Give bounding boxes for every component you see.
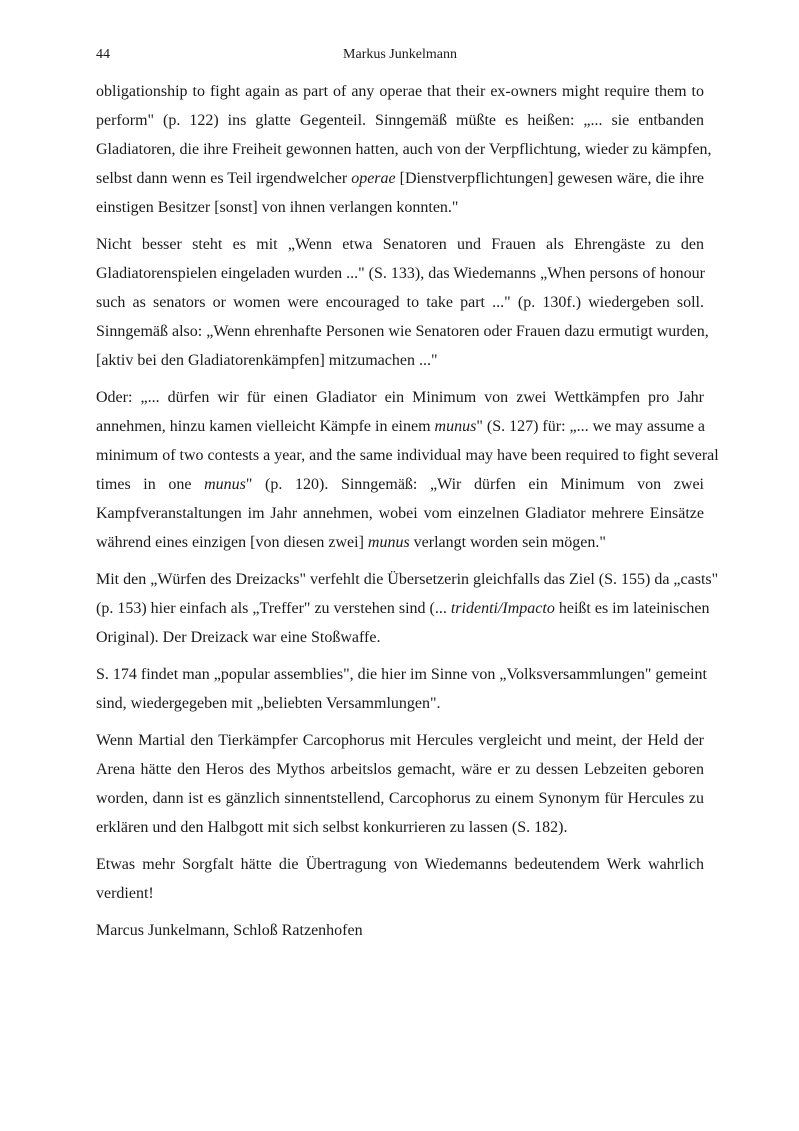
text-line (96, 288, 704, 317)
text-line (96, 916, 704, 945)
text-segment: Etwas mehr Sorgfalt hätte die Übertragung von Wiedemanns bedeutendem Werk wahrlich (96, 856, 704, 873)
paragraph (96, 660, 707, 718)
text-line (96, 499, 704, 528)
document-body (96, 77, 719, 953)
text-line (96, 689, 704, 718)
text-line (96, 594, 710, 623)
running-title: Markus Junkelmann (343, 47, 457, 62)
text-segment: selbst dann wenn es Teil irgendwelcher (96, 170, 352, 187)
text-line (96, 623, 704, 652)
text-segment: Sinngemäß also: „Wenn ehrenhafte Personen wie Senatoren oder Frauen dazu ermutigt wurden, (96, 323, 709, 340)
text-segment: Gladiatoren, die ihre Freiheit gewonnen hatten, auch von der Verpflichtung, wieder zu kämpfen, (96, 141, 712, 158)
paragraph (96, 77, 712, 222)
text-line (96, 784, 704, 813)
text-segment: sind, wiedergegeben mit „beliebten Versammlungen". (96, 695, 441, 712)
text-segment: such as senators or women were encouraged to take part ..." (p. 130f.) wiedergeben soll. (96, 294, 704, 311)
paragraph (96, 383, 719, 557)
text-line (96, 346, 704, 375)
text-segment: heißt es im lateinischen (554, 600, 710, 617)
page-number: 44 (96, 47, 110, 62)
text-line (96, 441, 719, 470)
text-segment: Kampfveranstaltungen im Jahr annehmen, wobei vom einzelnen Gladiator mehrere Einsätze (96, 505, 704, 522)
text-segment: annehmen, hinzu kamen vielleicht Kämpfe in einem (96, 418, 435, 435)
text-line (96, 193, 704, 222)
text-line (96, 565, 719, 594)
text-segment: S. 174 findet man „popular assemblies", die hier im Sinne von „Volksversammlungen" gemeint (96, 666, 707, 683)
text-line (96, 164, 704, 193)
text-line (96, 470, 704, 499)
text-segment: (p. 153) hier einfach als „Treffer" zu verstehen sind (... (96, 600, 451, 617)
paragraph (96, 726, 704, 842)
paragraph (96, 565, 719, 652)
italic-text: operae (351, 170, 396, 187)
italic-text: tridenti/Impacto (450, 600, 555, 617)
text-segment: obligationship to fight again as part of any operae that their ex-owners might require them to (96, 83, 704, 100)
text-segment: " (p. 120). Sinngemäß: „Wir dürfen ein Minimum von zwei (245, 476, 704, 493)
text-line (96, 813, 704, 842)
text-line (96, 77, 704, 106)
paragraph (96, 850, 704, 908)
text-segment: perform" (p. 122) ins glatte Gegenteil. Sinngemäß müßte es heißen: „... sie entbanden (96, 112, 704, 129)
text-line (96, 755, 704, 784)
text-segment: times in one (96, 476, 205, 493)
text-segment: Mit den „Würfen des Dreizacks" verfehlt die Übersetzerin gleichfalls das Ziel (S. 155) da „casts" (96, 571, 719, 588)
text-line (96, 660, 707, 689)
text-line (96, 259, 704, 288)
text-segment: einstigen Besitzer [sonst] von ihnen verlangen konnten." (96, 199, 459, 216)
text-line (96, 412, 704, 441)
text-line (96, 726, 704, 755)
text-segment: Gladiatorenspielen eingeladen wurden ..." (S. 133), das Wiedemanns „When persons of honour (96, 265, 705, 282)
text-segment: Arena hätte den Heros des Mythos arbeitslos gemacht, wäre er zu dessen Lebzeiten geboren (96, 761, 704, 778)
text-segment: während eines einzigen [von diesen zwei] (96, 534, 368, 551)
text-segment: " (S. 127) für: „... we may assume a (476, 418, 706, 435)
text-segment: Original). Der Dreizack war eine Stoßwaffe. (96, 629, 381, 646)
page-header (96, 47, 704, 67)
text-segment: worden, dann ist es gänzlich sinnentstellend, Carcophorus zu einem Synonym für Hercules zu (96, 790, 704, 807)
paragraph (96, 916, 704, 945)
text-line (96, 317, 709, 346)
text-line (96, 383, 704, 412)
text-segment: [Dienstverpflichtungen] gewesen wäre, die ihre (395, 170, 705, 187)
italic-text: munus (367, 534, 410, 551)
text-segment: Oder: „... dürfen wir für einen Gladiator ein Minimum von zwei Wettkämpfen pro Jahr (96, 389, 704, 406)
italic-text: munus (204, 476, 246, 493)
text-line (96, 528, 704, 557)
text-segment: Wenn Martial den Tierkämpfer Carcophorus mit Hercules vergleicht und meint, der Held der (96, 732, 704, 749)
text-line (96, 106, 704, 135)
text-segment: erklären und den Halbgott mit sich selbst konkurrieren zu lassen (S. 182). (96, 819, 568, 836)
italic-text: munus (434, 418, 477, 435)
text-segment: Nicht besser steht es mit „Wenn etwa Senatoren und Frauen als Ehrengäste zu den (96, 236, 704, 253)
text-segment: verdient! (96, 885, 154, 902)
text-line (96, 230, 704, 259)
text-segment: verlangt worden sein mögen." (409, 534, 606, 551)
text-line (96, 879, 704, 908)
text-segment: minimum of two contests a year, and the same individual may have been required to fight several (96, 447, 719, 464)
text-segment: Marcus Junkelmann, Schloß Ratzenhofen (96, 922, 363, 939)
text-line (96, 135, 712, 164)
text-segment: [aktiv bei den Gladiatorenkämpfen] mitzumachen ..." (96, 352, 438, 369)
paragraph (96, 230, 709, 375)
text-line (96, 850, 704, 879)
